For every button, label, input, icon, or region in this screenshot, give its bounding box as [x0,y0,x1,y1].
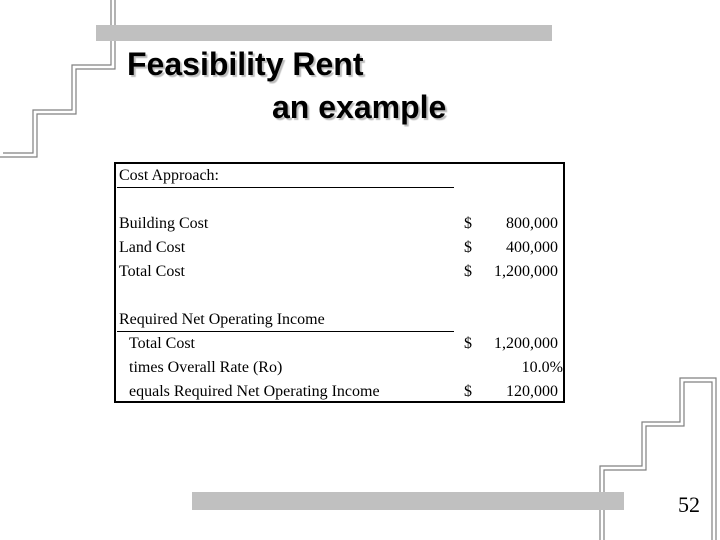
row-label: equals Required Net Operating Income [129,383,380,400]
row-currency: $ [464,215,472,232]
table-header-row [116,165,563,187]
cost-approach-table [114,162,565,403]
table-row [116,261,563,283]
row-label: Building Cost [119,215,209,232]
section2-header-label: Required Net Operating Income [119,311,325,328]
table-row [116,213,563,235]
table-row [116,381,563,403]
section2-header-row [116,309,563,331]
bottom-accent-bar [192,492,624,510]
table-header-label: Cost Approach: [119,167,219,184]
section2-underline [117,331,454,332]
slide-title-line2: an example [272,89,447,125]
header-underline [117,187,454,188]
row-amount: 1,200,000 [494,263,558,280]
row-currency: $ [464,383,472,400]
top-accent-bar [96,25,552,41]
table-row [116,237,563,259]
row-currency: $ [464,239,472,256]
table-row [116,357,563,379]
row-amount: 10.0% [521,359,563,376]
row-amount: 120,000 [506,383,558,400]
row-amount: 400,000 [506,239,558,256]
slide-title-line1: Feasibility Rent [127,46,364,82]
row-label: Total Cost [119,263,185,280]
row-currency: $ [464,335,472,352]
row-label: times Overall Rate (Ro) [129,359,283,376]
page-number: 52 [678,492,700,517]
row-amount: 1,200,000 [494,335,558,352]
row-amount: 800,000 [506,215,558,232]
row-currency: $ [464,263,472,280]
row-label: Total Cost [129,335,195,352]
row-label: Land Cost [119,239,186,256]
table-row [116,333,563,355]
